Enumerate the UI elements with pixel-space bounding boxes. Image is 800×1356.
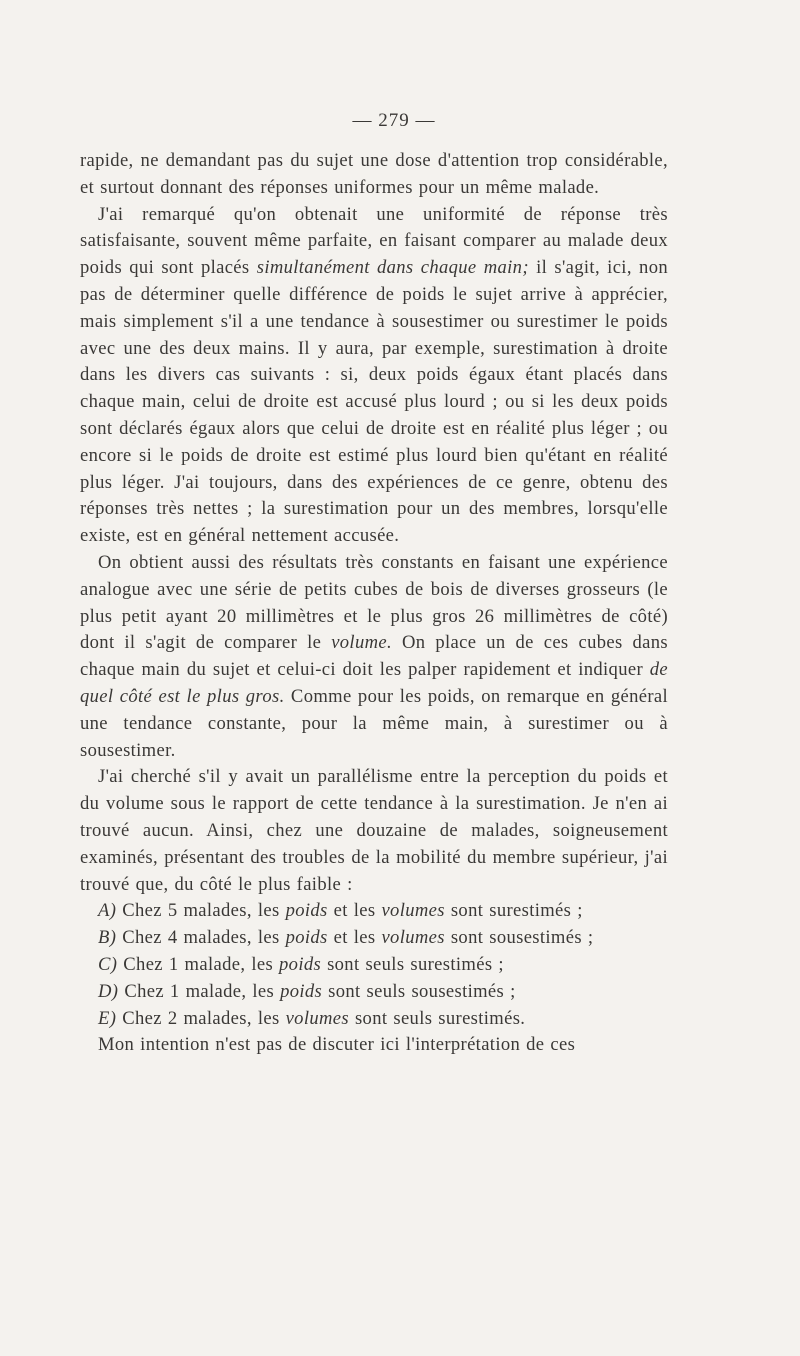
list-label-b: B): [98, 927, 117, 949]
paragraph-3: [80, 550, 668, 764]
list-a-t1: Chez 5 malades, les: [116, 900, 286, 922]
list-a-i2: volumes: [381, 900, 445, 922]
list-d-t1: Chez 1 malade, les: [118, 980, 281, 1002]
paragraph-3-text-a: On obtient aussi des résultats très constants en faisant une expérience analogue avec une série de petits cubes de bois de diverses grosseurs (le plus petit ayant 20 millimètres et le plus gros 26 millimètres de côté) dont il s'agit de comparer le: [80, 551, 668, 654]
list-e-i1: volumes: [285, 1007, 349, 1029]
list-a-t3: sont surestimés ;: [444, 900, 583, 922]
list-label-a: A): [98, 900, 117, 922]
list-e-t2: sont seuls surestimés.: [348, 1007, 526, 1029]
list-label-e: E): [98, 1007, 117, 1029]
list-item-c: [80, 952, 668, 979]
list-item-b: [80, 925, 668, 952]
paragraph-3-italic-question: de quel côté est le plus gros.: [80, 659, 668, 707]
list-label-d: D): [98, 980, 119, 1002]
paragraph-2-italic: simultanément dans chaque main;: [256, 257, 529, 279]
list-e-t1: Chez 2 malades, les: [116, 1007, 286, 1029]
page-body: [80, 148, 668, 1059]
list-b-t3: sont sousestimés ;: [444, 927, 594, 949]
list-c-t2: sont seuls surestimés ;: [321, 953, 504, 975]
list-b-i1: poids: [285, 927, 328, 949]
list-c-t1: Chez 1 malade, les: [117, 953, 280, 975]
paragraph-1: rapide, ne demandant pas du sujet une dose d'attention trop considérable, et surtout donnant des réponses uniformes pour un même malade.: [80, 150, 668, 198]
list-c-i1: poids: [279, 953, 322, 975]
list-a-t2: et les: [327, 900, 382, 922]
list-b-t2: et les: [327, 927, 382, 949]
list-d-t2: sont seuls sousestimés ;: [322, 980, 516, 1002]
list-item-e: [80, 1006, 668, 1033]
paragraph-2-text-a: J'ai remarqué qu'on obtenait une uniformité de réponse très satisfaisante, souvent même parfaite, en faisant comparer au malade deux poids qui sont placés: [80, 203, 668, 279]
paragraph-5: Mon intention n'est pas de discuter ici l'interprétation de ces: [98, 1034, 576, 1056]
list-a-i1: poids: [285, 900, 328, 922]
paragraph-2-text-c: il s'agit, ici, non pas de déterminer quelle différence de poids le sujet arrive à apprécier, mais simplement s'il a une tendance à sousestimer ou surestimer le poids avec une des deux mains. Il y aura, par exemple, surestimation à droite dans les divers cas suivants : si, deux poids égaux étant placés dans chaque main, celui de droite est accusé plus lourd ; ou si les deux poids sont déclarés égaux alors que celui de droite est en réalité plus léger ; ou encore si le poids de droite est estimé plus lourd bien qu'étant en réalité plus léger. J'ai toujours, dans des expériences de ce genre, obtenu des réponses très nettes ; la surestimation pour un des membres, lorsqu'elle existe, est en général nettement accusée.: [80, 257, 668, 547]
list-b-t1: Chez 4 malades, les: [116, 927, 286, 949]
list-item-d: [80, 979, 668, 1006]
paragraph-3-text-e: Comme pour les poids, on remarque en général une tendance constante, pour la même main, à surestimer ou à sousestimer.: [80, 685, 668, 761]
list-label-c: C): [98, 953, 118, 975]
book-page: [80, 108, 668, 1059]
list-d-i1: poids: [280, 980, 323, 1002]
list-b-i2: volumes: [381, 927, 445, 949]
page-number: — 279 —: [352, 110, 436, 131]
list-item-a: [80, 898, 668, 925]
paragraph-3-italic-volume: volume.: [331, 632, 392, 654]
paragraph-3-text-c: On place un de ces cubes dans chaque main du sujet et celui-ci doit les palper rapidement et indiquer: [80, 632, 668, 681]
paragraph-2: [80, 202, 668, 550]
paragraph-4: J'ai cherché s'il y avait un parallélisme entre la perception du poids et du volume sous le rapport de cette tendance à la surestimation. Je n'en ai trouvé aucun. Ainsi, chez une douzaine de malades, soigneusement examinés, présentant des troubles de la mobilité du membre supérieur, j'ai trouvé que, du côté le plus faible :: [80, 766, 668, 895]
